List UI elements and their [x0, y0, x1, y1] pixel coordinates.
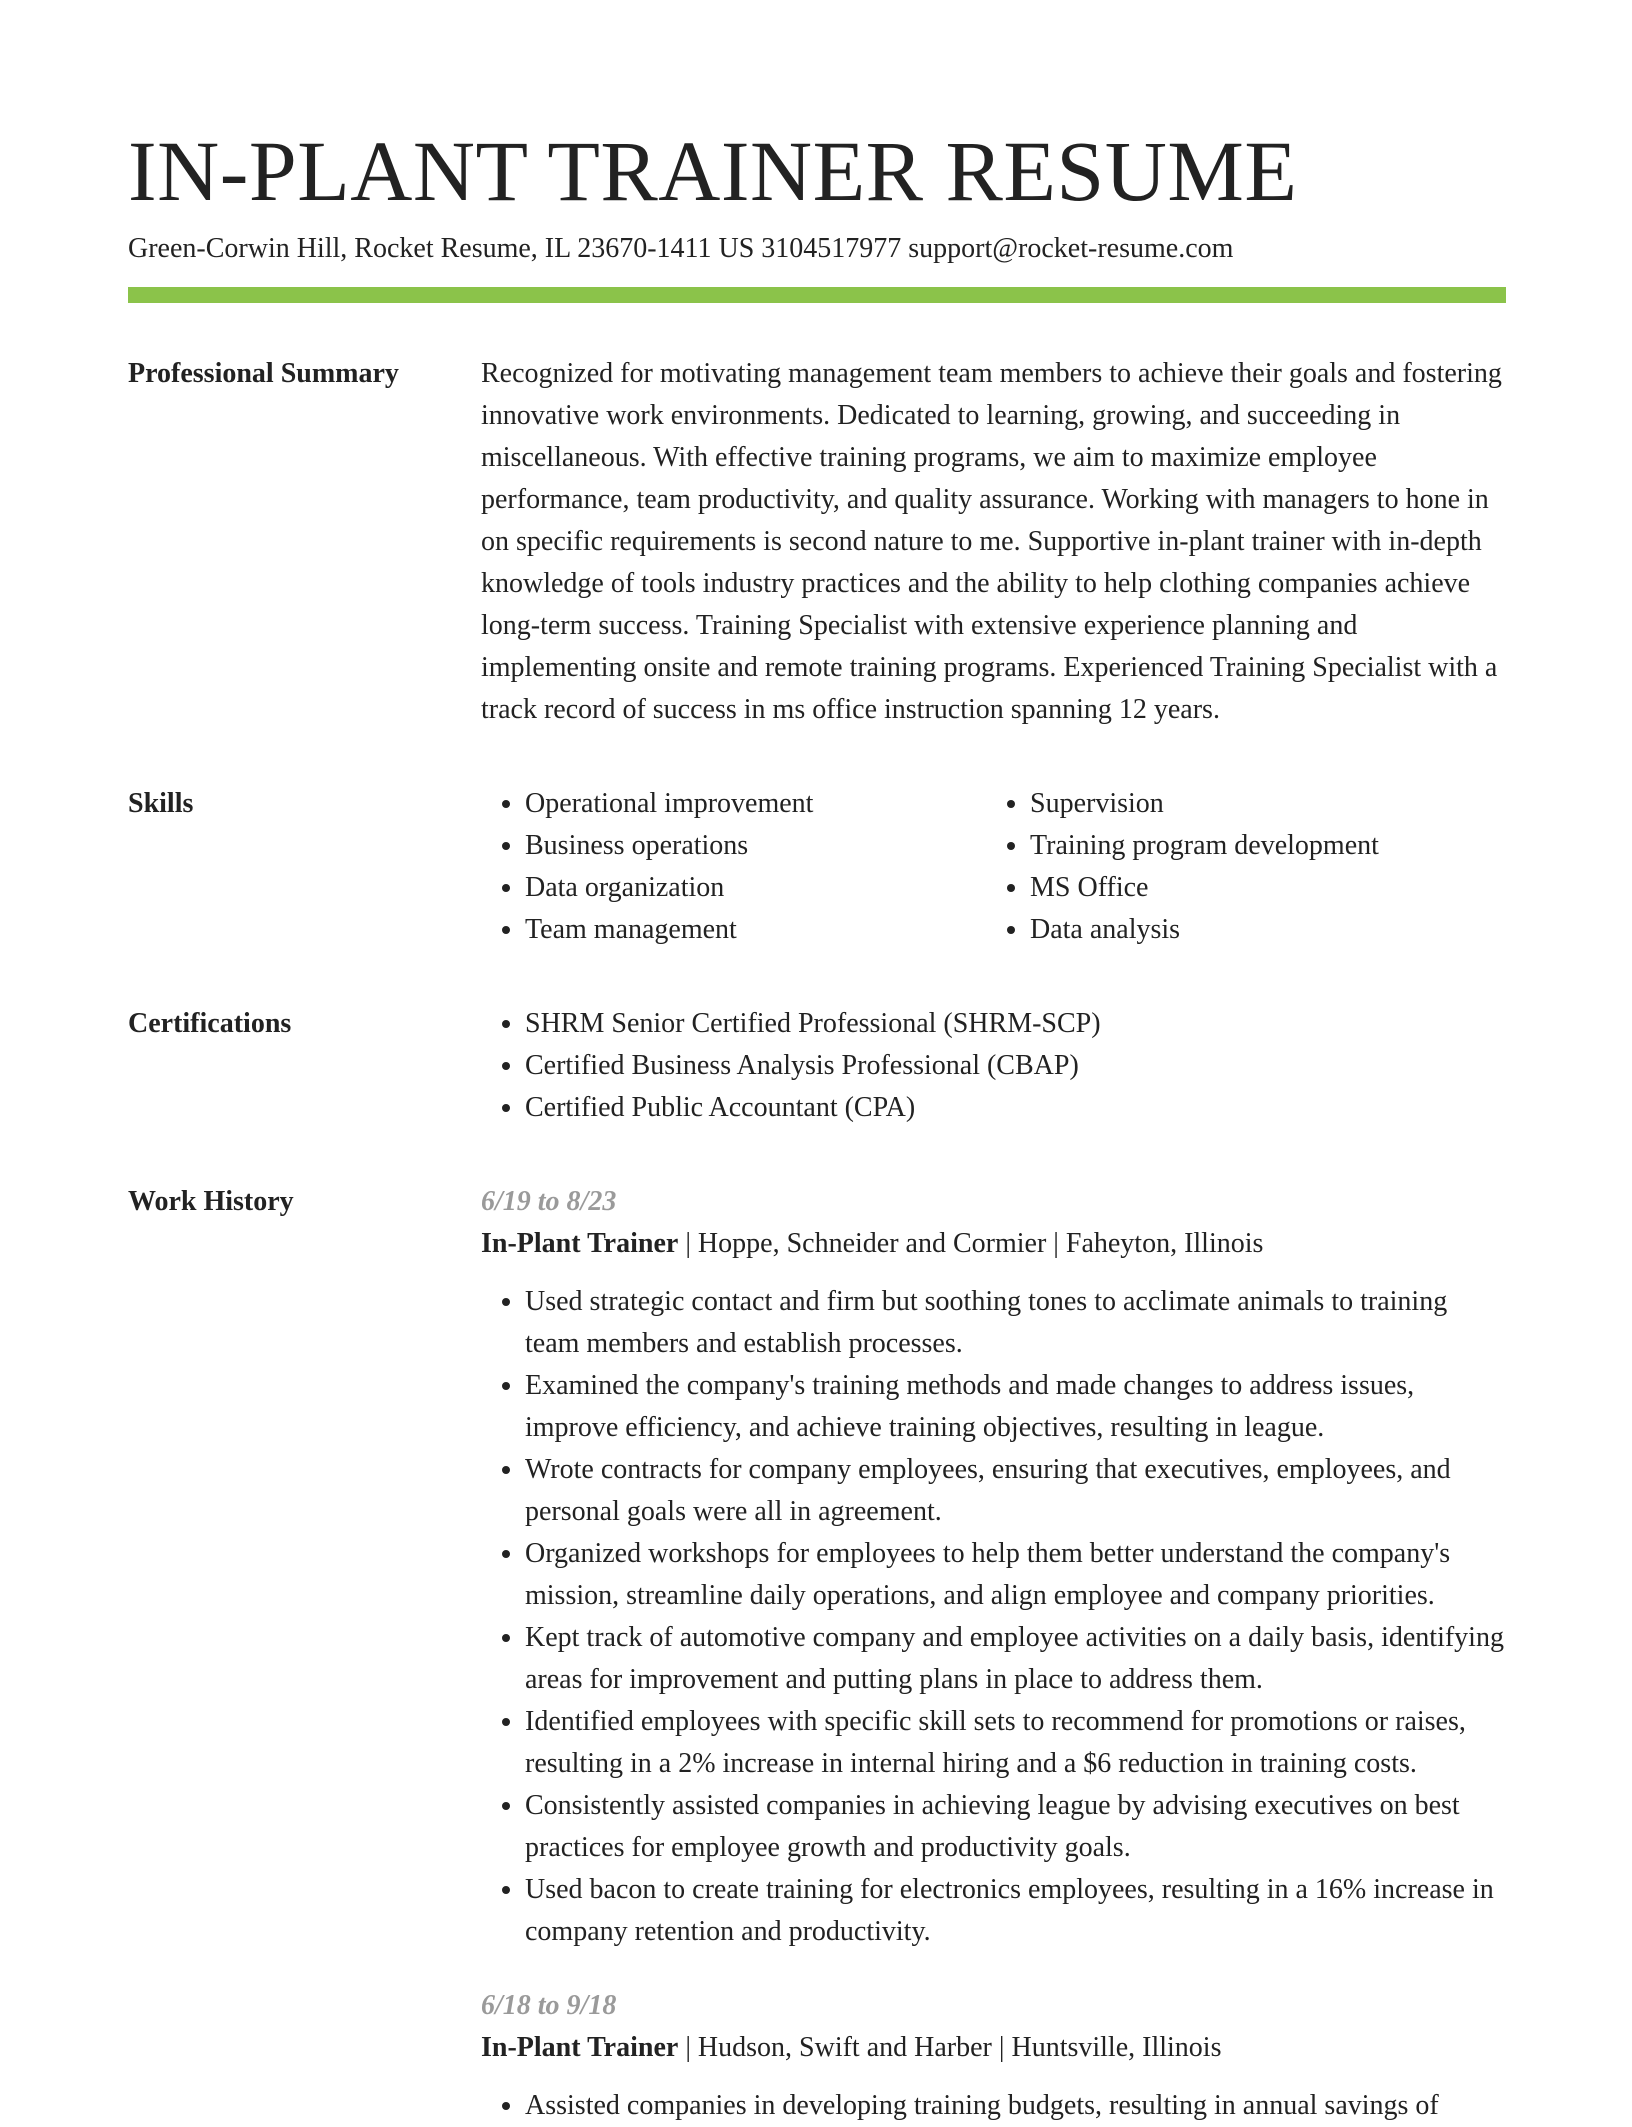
certification-item: • Certified Public Accountant (CPA) [525, 1087, 1506, 1129]
job-title: In-Plant Trainer [481, 1228, 679, 1259]
job-heading [481, 2027, 1506, 2069]
job-entry [481, 1985, 1506, 2127]
certification-item: • SHRM Senior Certified Professional (SHRM-SCP) [525, 1003, 1506, 1045]
section-label: Skills [128, 788, 194, 819]
skills-list [481, 783, 986, 951]
job-dates: 6/19 to 8/23 [481, 1186, 617, 1217]
job-bullet: • Wrote contracts for company employees, ensuring that executives, employees, and personal goals were all in agreement. [525, 1449, 1506, 1533]
skill-item: • Training program development [1030, 825, 1491, 867]
job-bullet: • Used strategic contact and firm but soothing tones to acclimate animals to training team members and establish processes. [525, 1281, 1506, 1365]
job-bullet: • Consistently assisted companies in achieving league by advising executives on best practices for employee growth and productivity goals. [525, 1785, 1506, 1869]
section-body [481, 353, 1506, 731]
job-bullets [481, 2085, 1506, 2127]
skills-grid [481, 783, 1506, 951]
section-label: Professional Summary [128, 358, 399, 389]
contact-line: Green-Corwin Hill, Rocket Resume, IL 23670-1411 US 3104517977 support@rocket-resume.com [128, 233, 1234, 264]
job-bullet: • Identified employees with specific skill sets to recommend for promotions or raises, resulting in a 2% increase in internal hiring and a $6 reduction in training costs. [525, 1701, 1506, 1785]
resume-page [128, 116, 1506, 2127]
skill-item: • Team management [525, 909, 986, 951]
skills-column-left [481, 783, 986, 951]
skills-section [128, 783, 1506, 951]
skills-list [986, 783, 1491, 951]
section-label: Work History [128, 1186, 294, 1217]
section-body [481, 783, 1506, 951]
job-bullet: • Examined the company's training methods and made changes to address issues, improve efficiency, and achieve training objectives, resulting in league. [525, 1365, 1506, 1449]
certifications-section [128, 1003, 1506, 1129]
skills-column-right [986, 783, 1491, 951]
job-heading [481, 1223, 1506, 1265]
skill-item: • Data analysis [1030, 909, 1491, 951]
skill-item: • Business operations [525, 825, 986, 867]
accent-divider [128, 287, 1506, 303]
job-bullet: • Assisted companies in developing training budgets, resulting in annual savings of [525, 2085, 1506, 2127]
skill-item: • Data organization [525, 867, 986, 909]
job-details: | Hudson, Swift and Harber | Huntsville, Illinois [678, 2032, 1222, 2063]
section-label: Certifications [128, 1008, 292, 1039]
job-dates: 6/18 to 9/18 [481, 1990, 617, 2021]
job-entry [481, 1181, 1506, 1953]
certifications-list [481, 1003, 1506, 1129]
job-bullet: • Kept track of automotive company and employee activities on a daily basis, identifying areas for improvement and putting plans in place to address them. [525, 1617, 1506, 1701]
skill-item: • Supervision [1030, 783, 1491, 825]
resume-title: IN-PLANT TRAINER RESUME [128, 123, 1298, 219]
summary-section [128, 353, 1506, 731]
summary-paragraph: Recognized for motivating management team members to achieve their goals and fostering innovative work environments. Dedicated to learning, growing, and succeeding in miscellaneous. With effective training programs, we aim to maximize employee performance, team productivity, and quality assurance. Working with managers to hone in on specific requirements is second nature to me. Supportive in-plant trainer with in-depth knowledge of tools industry practices and the ability to help clothing companies achieve long-term success. Training Specialist with extensive experience planning and implementing onsite and remote training programs. Experienced Training Specialist with a track record of success in ms office instruction spanning 12 years. [481, 358, 1502, 725]
skill-item: • Operational improvement [525, 783, 986, 825]
work-history-section [128, 1181, 1506, 2127]
job-bullet: • Used bacon to create training for electronics employees, resulting in a 16% increase in company retention and productivity. [525, 1869, 1506, 1953]
job-title: In-Plant Trainer [481, 2032, 679, 2063]
section-body [481, 1003, 1506, 1129]
job-bullets [481, 1281, 1506, 1953]
job-details: | Hoppe, Schneider and Cormier | Faheyton, Illinois [678, 1228, 1264, 1259]
skill-item: • MS Office [1030, 867, 1491, 909]
certification-item: • Certified Business Analysis Professional (CBAP) [525, 1045, 1506, 1087]
job-bullet: • Organized workshops for employees to help them better understand the company's mission, streamline daily operations, and align employee and company priorities. [525, 1533, 1506, 1617]
section-body [481, 1181, 1506, 2127]
